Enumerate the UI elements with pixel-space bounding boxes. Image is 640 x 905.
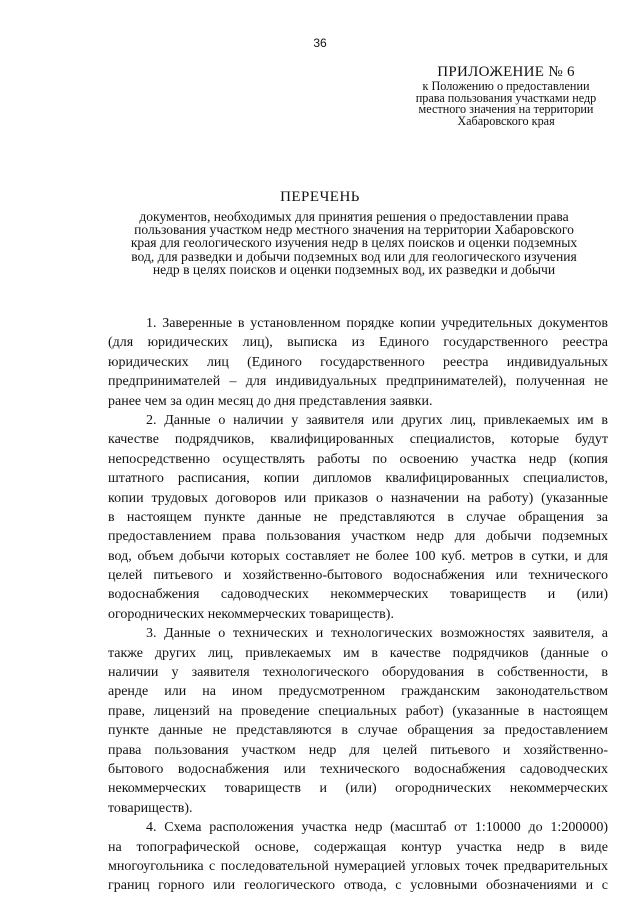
paragraph-2-line: качестве подрядчиков, квалифицированных специалистов, которые будут — [108, 432, 608, 448]
appendix-line: местного значения на территории — [418, 102, 594, 116]
subtitle-line: недр в целях поисков и оценки подземных вод, их разведки и добычи — [152, 261, 556, 277]
paragraph-3-line: также других лиц, привлекаемых им в качестве подрядчиков (данные о — [108, 645, 608, 661]
document-title: ПЕРЕЧЕНЬ — [280, 189, 360, 205]
paragraph-1-line: юридических лиц (Единого государственного реестра индивидуальных — [108, 354, 608, 370]
paragraph-2-line: вод, объем добычи которых составляет не более 100 куб. метров в сутки, и для — [108, 548, 608, 564]
paragraph-2-line: водоснабжения садоводческих некоммерческих товариществ и (или) — [108, 587, 608, 603]
paragraph-2-line: копии трудовых договоров или приказов о назначении на работу) (указанные — [108, 490, 608, 506]
paragraph-4-line: границ горного или геологического отвода, с условными обозначениями и с — [108, 878, 608, 894]
appendix-title: ПРИЛОЖЕНИЕ № 6 — [437, 64, 575, 80]
paragraph-1-line: ранее чем за один месяц до дня представления заявки. — [108, 393, 433, 409]
paragraph-4-line: на топографической основе, содержащая контур участка недр в виде — [108, 839, 608, 855]
paragraph-3-line: права пользования участком недр для целей питьевого и хозяйственно- — [108, 742, 608, 758]
paragraph-2-line: предоставлением права пользования участком недр для добычи подземных — [108, 529, 608, 545]
paragraph-3-line: наличии у заявителя технологического оборудования в собственности, в — [108, 665, 608, 681]
paragraph-2-line: целей питьевого и хозяйственно-бытового водоснабжения или технического — [108, 568, 608, 584]
document-subtitle — [84, 210, 624, 276]
document-body — [108, 314, 608, 896]
subtitle-line: вод, для разведки и добычи подземных вод или для геологического изучения — [131, 248, 577, 264]
paragraph-1-line: (для юридических лиц), выписка из Единого государственного реестра — [108, 335, 608, 351]
paragraph-3-line: 3. Данные о технических и технологических возможностях заявителя, а — [146, 626, 608, 642]
subtitle-line: документов, необходимых для принятия решения о предоставлении права — [139, 209, 569, 224]
paragraph-3-line: праве, лицензий на проведение специальных работ) (указанные в настоящем — [108, 703, 608, 719]
paragraph-3-line: товариществ). — [108, 800, 193, 816]
paragraph-2-line: непосредственно осуществлять работы по освоению участка недр (копия — [108, 451, 608, 467]
paragraph-3-line: пункте данные не представляются в случае обращения за предоставлением — [108, 723, 608, 739]
subtitle-line: края для геологического изучения недр в целях поисков и оценки подземных — [130, 235, 578, 251]
page-number: 36 — [313, 36, 327, 50]
paragraph-1-line: предпринимателей – для индивидуальных предпринимателей), полученная не — [108, 374, 608, 390]
paragraph-2-line: в настоящем пункте данные не представляются в случае обращения за — [108, 509, 608, 525]
paragraph-3-line: некоммерческих товариществ и (или) огороднических некоммерческих — [108, 781, 608, 797]
subtitle-line: пользования участком недр местного значения на территории Хабаровского — [134, 222, 574, 238]
paragraph-2-line: 2. Данные о наличии у заявителя или других лиц, привлекаемых им в — [146, 412, 608, 428]
paragraph-4-line: 4. Схема расположения участка недр (масштаб от 1:10000 до 1:200000) — [146, 820, 608, 836]
paragraph-4-line: многоугольника с последовательной нумерацией угловых точек предварительных — [108, 858, 608, 874]
paragraph-3-line: бытового водоснабжения или технического водоснабжения садоводческих — [108, 761, 608, 777]
paragraph-1-line: 1. Заверенные в установленном порядке копии учредительных документов — [146, 316, 608, 331]
paragraph-3-line: аренде или на ином предусмотренном гражданским законодательством — [108, 684, 608, 700]
appendix-line: права пользования участками недр — [415, 90, 597, 105]
paragraph-2-line: штатного расписания, копии дипломов квалифицированных специалистов, — [108, 471, 608, 487]
paragraph-2-line: огороднических некоммерческих товариществ). — [108, 606, 394, 622]
appendix-line: Хабаровского края — [457, 113, 555, 128]
appendix-header — [400, 63, 612, 127]
appendix-line: к Положению о предоставлении — [422, 79, 590, 93]
